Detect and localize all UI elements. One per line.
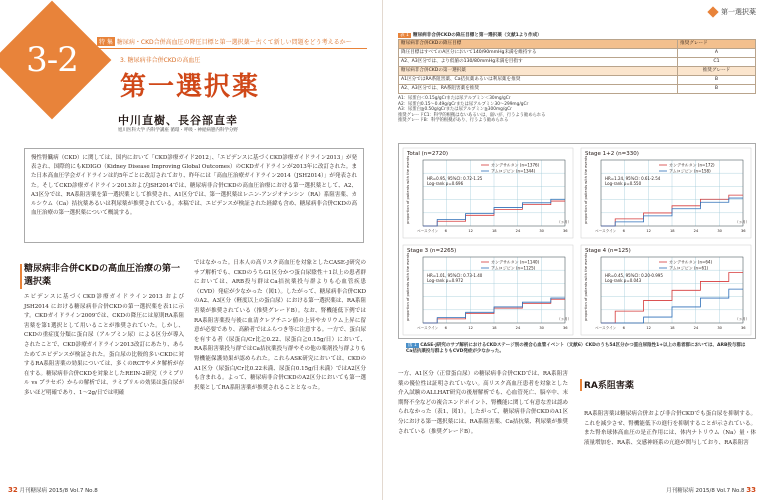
panel-frame [403, 245, 573, 335]
table-row [399, 49, 756, 58]
figure-label: 図 1 [408, 343, 417, 348]
x-tick-label: 24 [693, 326, 699, 330]
x-tick-label: 6 [622, 229, 625, 233]
legend-label-b: アムロジピン (n=61) [669, 265, 709, 271]
hazard-ratio: HR=0.45, 95%CI: 0.20-0.995 [605, 273, 663, 278]
hazard-ratio: HR=1.24, 95%CI: 0.61-2.54 [605, 176, 661, 181]
table-header-grade-2: 推奨グレード [678, 67, 756, 76]
header-badge [707, 6, 718, 17]
table-row [399, 76, 756, 85]
x-unit: （ヵ月） [557, 317, 572, 321]
x-tick-label: 18 [492, 229, 497, 233]
affiliation: 旭川医科大学 内科学講座 循環・呼吸・神経病態内科学分野 [118, 128, 238, 133]
series-line [97, 37, 352, 46]
table-note: A2：尿蛋白0.15〜0.49g/gCrまたは尿アルブミン30〜299mg/gCr [398, 101, 529, 107]
log-rank: Log-rank p=0.972 [427, 278, 464, 283]
x-tick-label: 12 [468, 229, 473, 233]
table-title [398, 32, 756, 38]
x-tick-label: 36 [563, 229, 568, 233]
section-label: 3. 糖尿病非合併CKDの高血圧 [120, 57, 201, 64]
table-cell: A1区分ではRA系阻害薬、Ca拮抗薬あるいは利尿薬を推奨 [399, 76, 678, 85]
x-tick-label: 18 [670, 229, 675, 233]
hazard-ratio: HR=1.01, 95%CI: 0.73-1.40 [427, 273, 483, 278]
legend-label-b: アムロジピン (n=158) [669, 168, 711, 174]
legend-label-a: カンデサルタン (n=1140) [491, 259, 540, 265]
abstract-box: 慢性腎臓病（CKD）に関しては、国内において「CKD診療ガイド2012」、「エビデンスに基づくCKD診療ガイドライン2013」が発表され、国際的にもKDIGO（Kidney Disease Improving Global Outcomes）のCKDガイドラインが2013年に改訂された。また日本高血圧学会ガイドラインは約5年ごとに改訂されており、昨年には「高血圧治療ガイドライン2014（JSH2014）」が発表された。そしてCKD診療ガイドライン2013およびJSH2014では、糖尿病非合併CKDの高血圧治療における第一選択薬として、A2、A3区分では、RA系阻害薬を第一選択薬として推奨され、A1区分では、第一選択薬はレニン-アンジオテンシン（RA）系阻害薬、カルシウム（Ca）拮抗薬あるいは利尿薬が推奨されている。本稿では、エビデンスが検証された経緯も含め、糖尿病非合併CKDの高血圧治療の第一選択薬について概説する。 [24, 148, 364, 243]
table-label: 表 1 [400, 33, 409, 38]
table-title-text: 糖尿病非合併CKDの降圧目標と第一選択薬（文献1より作成） [412, 33, 542, 38]
table-note: 推奨グレードB：科学的根拠があり、行うよう勧められる [398, 118, 509, 124]
y-axis-label: proportion of patients with the events [584, 155, 588, 224]
legend-label-a: カンデサルタン (n=1376) [491, 162, 540, 168]
x-tick-label: 24 [515, 229, 521, 233]
panel-title: Stage 4 (n=125) [585, 248, 631, 254]
x-tick-label: 36 [741, 229, 746, 233]
table-row [399, 85, 756, 94]
legend-label-a: カンデサルタン (n=172) [669, 162, 715, 168]
x-tick-label: 30 [717, 229, 722, 233]
page-number-right: 33 [746, 486, 756, 494]
table-cell: A2、A3区分では、RA系阻害薬を推奨 [399, 85, 678, 94]
table-header-grade: 推奨グレード [678, 40, 756, 49]
x-tick-label: 30 [717, 326, 722, 330]
series-tag: 特 集 [99, 39, 113, 46]
legend-label-b: アムロジピン (n=1125) [491, 265, 536, 271]
x-tick-label: 6 [444, 229, 447, 233]
table-cell: A2、A3区分では、より低値の130/80mmHg未満を目指す [399, 58, 678, 67]
table-header-c: 糖尿病非合併CKDの第一選択薬 [399, 67, 678, 76]
heading-bar [20, 264, 22, 289]
table-1 [398, 32, 756, 124]
table-cell: A [678, 49, 756, 58]
table-cell: B [678, 76, 756, 85]
log-rank: Log-rank p=0.550 [605, 181, 642, 186]
y-axis-label: proportion of patients with the events [584, 252, 588, 321]
section-heading: 糖尿病非合併CKDの高血圧治療の第一選択薬 [24, 264, 181, 287]
figure-caption [406, 343, 750, 355]
x-baseline-label: ベースライン [595, 229, 617, 233]
figure-1 [398, 143, 756, 339]
panel-title: Stage 1+2 (n=330) [585, 151, 639, 157]
table-note: 推奨グレードC1：科学的根拠はないあるいは、弱いが、行うよう勧められる [398, 112, 546, 118]
table-note: A3：尿蛋白≧0.50g/gCrまたは尿アルブミン≧300mg/gCr [398, 107, 512, 113]
table-cell: B [678, 85, 756, 94]
panel-title: Total (n=2720) [407, 151, 448, 157]
y-axis-label: proportion of patients with the events [406, 155, 410, 224]
x-tick-label: 36 [563, 326, 568, 330]
x-tick-label: 6 [622, 326, 625, 330]
x-baseline-label: ベースライン [417, 229, 439, 233]
legend-label-b: アムロジピン (n=1344) [491, 168, 536, 174]
table-grid [398, 39, 756, 94]
log-rank: Log-rank p=0.696 [427, 181, 464, 186]
log-rank: Log-rank p=0.043 [605, 278, 642, 283]
section-heading-r: RA系阻害薬 [584, 381, 634, 391]
x-unit: （ヵ月） [557, 220, 572, 224]
x-tick-label: 12 [468, 326, 473, 330]
body-column-4: RA系阻害薬は糖尿病合併および非合併CKDでも蛋白尿を抑制する。これを減少させ、腎機能低下の進行を抑制することが示されている。また腎糸球体高血圧の是正作用には、体内ナトリウム（Na）量・体液量増加を、RA系、交感神経系の亢進が関与しており、RA系阻害 [584, 411, 756, 446]
x-unit: （ヵ月） [735, 220, 750, 224]
x-tick-label: 6 [444, 326, 447, 330]
figure-caption-text: CASE-J研究のサブ解析におけるCKDステージ別の複合心血管イベント（文献6）CKDのうち54区分かつ蛋白尿陰性1+以上の患者群においては、ARB投与群はCa拮抗薬投与群よりもCVD発症が少なかった。 [406, 343, 746, 354]
x-tick-label: 24 [693, 229, 699, 233]
panel-frame [581, 245, 751, 335]
x-tick-label: 36 [741, 326, 746, 330]
panel-frame [581, 148, 751, 238]
x-tick-label: 30 [539, 326, 544, 330]
panel-frame [403, 148, 573, 238]
x-tick-label: 30 [539, 229, 544, 233]
journal-right: 月刊糖尿病 2015/8 Vol.7 No.8 [666, 488, 745, 494]
body-column-2: ではなかった。日本人の高リスク高血圧を対象としたCASE-J研究のサブ解析でも、CKDのうちG1区分かつ蛋白尿陰性＋1以上の患者群においては、ARB投与群はCa拮抗薬投与群よりも心血管疾患（CVD）発症が少なかった（図1）。したがって、糖尿病非合併CKDのA2、A3区分（軽度以上の蛋白尿）における第一選択薬は、RA系阻害薬が推奨されている（推奨グレードB）。なお、腎機能低下例ではRA系阻害薬投与後に血清クレアチニン値の上昇やカリウム上昇に留意が必要であり、高齢者ではふらつき等に注意する。一方で、蛋白尿を有する者（尿蛋白/Cr比≧0.22、尿蛋白≧0.15g/日）において、RA系阻害薬投与群ではCa拮抗薬投与群やその他の薬剤投与群よりも腎機能保護効果が認められた。これらASK研究においては、CKDのA1区分（尿蛋白/Cr比0.22未満、尿蛋白0.15g/日未満）ではA2区分も含まれる。よって、糖尿病非合併CKDのA2区分においても第一選択薬としてRA系阻害薬が推奨されることとなった。 [194, 260, 366, 391]
heading-bar-r [580, 379, 582, 391]
x-baseline-label: ベースライン [595, 326, 617, 330]
hazard-ratio: HR=0.95, 95%CI: 0.72-1.25 [427, 176, 483, 181]
journal-left: 月刊糖尿病 2015/8 Vol.7 No.8 [19, 488, 98, 494]
chapter-number: 3-2 [26, 40, 78, 80]
right-footer [666, 486, 756, 494]
table-row [399, 58, 756, 67]
series-rule [97, 48, 367, 49]
legend-label-a: カンデサルタン (n=64) [669, 259, 713, 265]
x-tick-label: 18 [670, 326, 675, 330]
body-column-3: 一方、A1区分（正常蛋白尿）の糖尿病非合併CKDでは、RA系阻害薬の優位性は証明されていない。高リスク高血圧患者を対象とした介入試験のALLHAT研究の後層解析でも、心血管死亡、脳卒中、末期腎不全などの複合エンドポイント、腎機能に関して有意な差は認められなかった（表1、図1）。したがって、糖尿病非合併CKDのA1区分における第一選択薬には、RA系阻害薬、Ca拮抗薬、利尿薬が推奨されている（推奨グレードB）。 [398, 371, 569, 435]
table-header-a: 糖尿病非合併CKDの降圧目標 [399, 40, 678, 49]
table-notes [398, 96, 756, 124]
x-tick-label: 12 [646, 326, 651, 330]
figure-svg [399, 144, 755, 338]
running-header [709, 7, 756, 17]
x-tick-label: 24 [515, 326, 521, 330]
x-unit: （ヵ月） [735, 317, 750, 321]
y-axis-label: proportion of patients with the events [406, 252, 410, 321]
table-cell: C1 [678, 58, 756, 67]
x-tick-label: 18 [492, 326, 497, 330]
authors: 中川直樹、長谷部直幸 [118, 114, 238, 127]
table-note: A1：尿蛋白＜0.15g/gCrまたは尿アルブミン＜30mg/gCr [398, 96, 511, 101]
x-tick-label: 12 [646, 229, 651, 233]
x-baseline-label: ベースライン [417, 326, 439, 330]
article-title: 第一選択薬 [120, 72, 261, 102]
header-text: 第一選択薬 [721, 8, 756, 16]
panel-title: Stage 3 (n=2265) [407, 248, 457, 254]
table-cell: 降圧目標はすべてのA区分において140/90mmHg未満を維持する [399, 49, 678, 58]
body-column-1: エビデンスに基づくCKD診療ガイドライン2013 およびJSH2014 における糖尿病非合併CKDの第一選択薬を表1に示す。CKDガイドライン2009では、CKDの降圧には原則RA系阻害薬を第1選択として用いることが推奨されていた。しかし、CKDの重症度分類に蛋白尿（アルブミン尿）による区分が導入されたことで、CKD診療ガイドライン2013改訂にあたり、あらためてエビデンスが検証された。蛋白尿の比較的多いCKDに対するRA系阻害薬の効果については、多くのRCTやメタ解析が存在する。糖尿病非合併CKDを対象としたREIN-2研究（ラミプリル vs プラセボ）からの解析では、ラミプリルの効果は蛋白尿が多いほど明確であり、1〜2g/日では明確 [24, 294, 184, 396]
left-footer [8, 486, 98, 494]
page-number-left: 32 [8, 486, 18, 494]
series-title: 糖尿病・CKD合併高血圧の降圧目標と第一選択薬～古くて新しい問題をどう考えるか～ [116, 39, 352, 46]
